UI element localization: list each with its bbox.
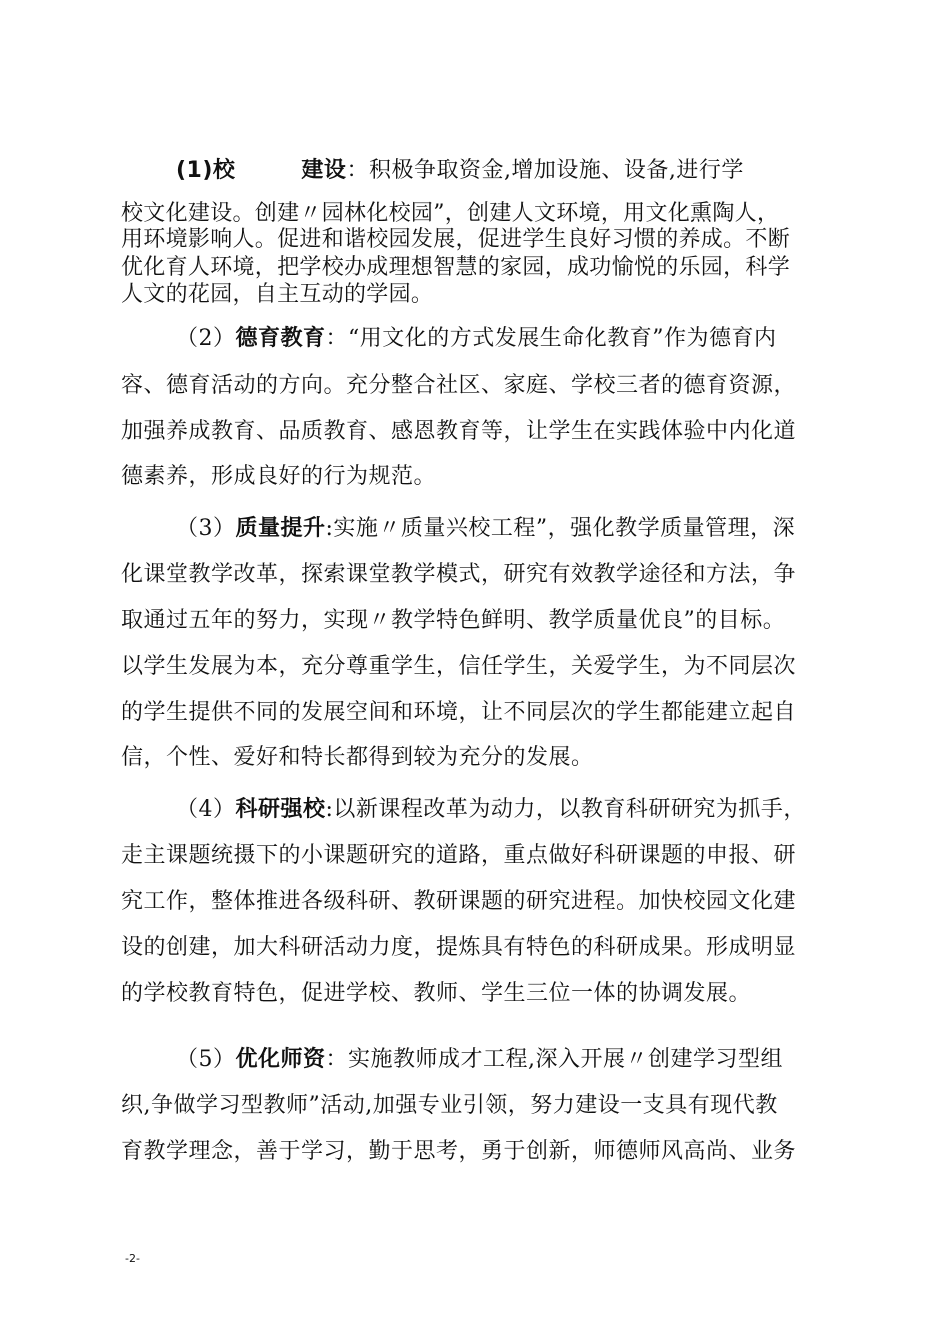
section-1-line-4: 人文的花园，自主互动的学园。 [121, 282, 434, 307]
section-3-line-1: 化课堂教学改革，探索课堂教学模式，研究有效教学途径和方法，争 [121, 562, 797, 587]
section-1-line-2: 用环境影响人。促进和谐校园发展，促进学生良好习惯的养成。不断 [121, 227, 791, 252]
section-4-line-0: :以新课程改革为动力，以教育科研研究为抓手， [325, 797, 806, 822]
section-2-heading-line [176, 321, 896, 352]
section-1-title: 建设 [301, 158, 347, 183]
section-3-line-5: 信，个性、爱好和特长都得到较为充分的发展。 [121, 745, 594, 770]
section-4-line-1: 走主课题统摄下的小课题研究的道路，重点做好科研课题的申报、研 [121, 843, 797, 868]
section-3-prefix: （3） [176, 516, 236, 541]
section-4-line-4: 的学校教育特色，促进学校、教师、学生三位一体的协调发展。 [121, 981, 752, 1006]
section-2-prefix: （2） [176, 326, 236, 351]
section-4-title: 科研强校 [235, 797, 326, 822]
section-2-line-0: ：“用文化的方式发展生命化教育”作为德育内 [325, 326, 777, 351]
section-2-line-2: 加强养成教育、品质教育、感恩教育等，让学生在实践体验中内化道 [121, 419, 797, 444]
section-3-line-3: 以学生发展为本，充分尊重学生，信任学生，关爱学生，为不同层次 [121, 654, 797, 679]
section-3-heading-line [176, 511, 896, 542]
section-5-line-0: ：实施教师成才工程,深入开展〃创建学习型组 [325, 1047, 784, 1072]
section-1-prefix: (1)校 [176, 158, 236, 183]
section-4-heading-line [176, 792, 896, 823]
section-3-line-2: 取通过五年的努力，实现〃教学特色鲜明、教学质量优良”的目标。 [121, 608, 786, 633]
section-4-line-2: 究工作，整体推进各级科研、教研课题的研究进程。加快校园文化建 [121, 889, 797, 914]
section-3-line-0: :实施〃质量兴校工程”，强化教学质量管理，深 [325, 516, 796, 541]
section-1-line-3: 优化育人环境，把学校办成理想智慧的家园，成功愉悦的乐园，科学 [121, 255, 791, 280]
section-3-title: 质量提升 [235, 516, 326, 541]
section-3-line-4: 的学生提供不同的发展空间和环境，让不同层次的学生都能建立起自 [121, 700, 797, 725]
page-number: -2- [125, 1252, 140, 1265]
section-5-line-1: 织,争做学习型教师”活动,加强专业引领，努力建设一支具有现代教 [121, 1093, 778, 1118]
section-5-prefix: （5） [176, 1047, 236, 1072]
section-4-prefix: （4） [176, 797, 236, 822]
section-4-line-3: 设的创建，加大科研活动力度，提炼具有特色的科研成果。形成明显 [121, 935, 797, 960]
section-5-line-2: 育教学理念，善于学习，勤于思考，勇于创新，师德师风高尚、业务 [121, 1139, 797, 1164]
section-5-title: 优化师资 [235, 1047, 326, 1072]
section-2-line-3: 德素养，形成良好的行为规范。 [121, 464, 437, 489]
section-5-heading-line [176, 1042, 896, 1073]
section-1-line-1: 校文化建设。创建〃园林化校园”，创建人文环境，用文化熏陶人， [121, 201, 780, 226]
section-2-line-1: 容、德育活动的方向。充分整合社区、家庭、学校三者的德育资源， [121, 373, 797, 398]
section-1-line-0: ：积极争取资金,增加设施、设备,进行学 [346, 158, 744, 183]
section-2-title: 德育教育 [235, 326, 326, 351]
section-1-heading-line [176, 153, 896, 184]
